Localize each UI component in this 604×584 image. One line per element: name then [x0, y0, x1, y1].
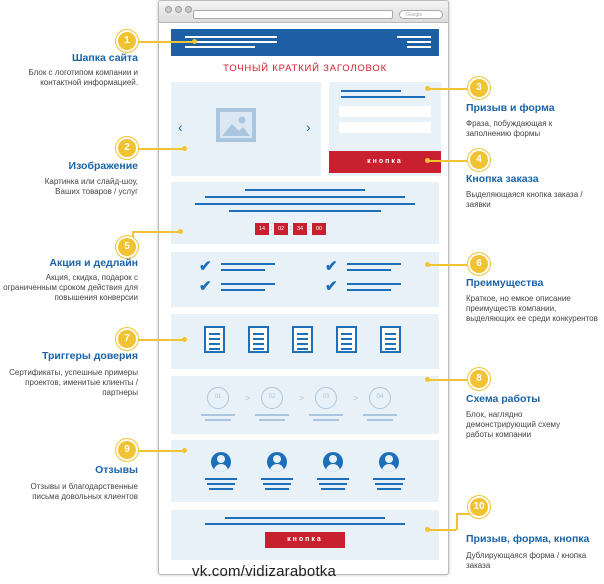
callout-badge: 6: [470, 255, 488, 273]
callout-description: Акция, скидка, подарок с ограниченным сроком действия для повышения конверсии: [3, 273, 138, 302]
checkmark-icon: ✔: [325, 258, 338, 275]
certificate-icon: [204, 326, 225, 353]
order-button[interactable]: кнопка: [329, 151, 441, 173]
callout-badge: 8: [470, 370, 488, 388]
callout-description: Дублирующаяся форма / кнопка заказа: [466, 551, 587, 570]
certificate-icon: [336, 326, 357, 353]
image-placeholder-icon: [216, 108, 256, 142]
step-arrow-icon: >: [353, 393, 359, 403]
timer-cell: 34: [293, 223, 307, 235]
callout-title: Преимущества: [466, 277, 544, 289]
timer-separator: :: [308, 226, 311, 232]
callout-description: Фраза, побуждающая к заполнению формы: [466, 119, 553, 138]
callout-description: Отзывы и благодарственные письма довольных клиентов: [30, 482, 138, 501]
callout-badge: 1: [118, 32, 136, 50]
bottom-cta-block: [171, 510, 439, 560]
step-arrow-icon: >: [299, 393, 305, 403]
callout-badge: 7: [118, 330, 136, 348]
callout-badge: 5: [118, 238, 136, 256]
callout-title: Триггеры доверия: [42, 350, 138, 362]
callout-title: Акция и дедлайн: [49, 257, 138, 269]
client-avatar-icon: [211, 452, 231, 472]
browser-window: [158, 0, 449, 575]
callout-badge: 2: [118, 139, 136, 157]
work-scheme-block: [171, 376, 439, 434]
callout-badge: 9: [118, 441, 136, 459]
callout-description: Блок, наглядно демонстрирующий схему работы компании: [466, 410, 561, 439]
step-circle: 04: [369, 387, 391, 409]
callout-title: Шапка сайта: [72, 52, 138, 64]
callout-title: Кнопка заказа: [466, 173, 539, 185]
callout-description: Выделяющаяся кнопка заказа / заявки: [466, 190, 583, 209]
callout-title: Призыв, форма, кнопка: [466, 533, 590, 545]
checkmark-icon: ✔: [199, 278, 212, 295]
form-field-2[interactable]: [339, 122, 431, 133]
timer-separator: :: [289, 226, 292, 232]
callout-title: Призыв и форма: [466, 102, 555, 114]
callout-description: Блок с логотипом компании и контактной информацией.: [28, 68, 138, 87]
client-avatar-icon: [267, 452, 287, 472]
callout-description: Краткое, но емкое описание преимуществ компании, выделяющих ее среди конкурентов: [466, 294, 598, 323]
image-slider-block: [171, 82, 321, 176]
client-avatar-icon: [379, 452, 399, 472]
cta-form-block: [329, 82, 441, 176]
landing-page-wireframe: [169, 23, 441, 575]
certificate-icon: [380, 326, 401, 353]
window-controls[interactable]: [165, 6, 192, 13]
callout-title: Отзывы: [95, 464, 138, 476]
callout-description: Картинка или слайд-шоу, Ваших товаров / услуг: [44, 177, 138, 196]
callout-badge: 3: [470, 79, 488, 97]
reviews-block: [171, 440, 439, 502]
next-arrow-icon[interactable]: ›: [306, 119, 311, 135]
timer-cell: 00: [312, 223, 326, 235]
form-field-1[interactable]: [339, 106, 431, 117]
promo-deadline-block: [171, 182, 439, 244]
bottom-order-button[interactable]: кнопка: [265, 532, 345, 548]
callout-title: Изображение: [68, 160, 138, 172]
countdown-timer: [255, 223, 326, 235]
certificate-icon: [292, 326, 313, 353]
step-circle: 01: [207, 387, 229, 409]
address-bar[interactable]: [193, 10, 393, 19]
client-avatar-icon: [323, 452, 343, 472]
timer-separator: :: [270, 226, 273, 232]
checkmark-icon: ✔: [199, 258, 212, 275]
footer-watermark: vk.com/vidizarabotka: [192, 563, 337, 580]
browser-toolbar: [159, 1, 448, 23]
site-header-block: [171, 29, 439, 56]
advantages-block: [171, 252, 439, 307]
callout-title: Схема работы: [466, 393, 541, 405]
prev-arrow-icon[interactable]: ‹: [178, 119, 183, 135]
certificate-icon: [248, 326, 269, 353]
callout-badge: 4: [470, 151, 488, 169]
search-bar[interactable]: Google: [399, 10, 443, 19]
callout-badge: 10: [470, 498, 488, 516]
checkmark-icon: ✔: [325, 278, 338, 295]
trust-triggers-block: [171, 314, 439, 369]
step-circle: 02: [261, 387, 283, 409]
step-circle: 03: [315, 387, 337, 409]
page-headline: ТОЧНЫЙ КРАТКИЙ ЗАГОЛОВОК: [223, 63, 387, 74]
timer-cell: 14: [255, 223, 269, 235]
step-arrow-icon: >: [245, 393, 251, 403]
timer-cell: 02: [274, 223, 288, 235]
callout-description: Сертификаты, успешные примеры проектов, именитые клиенты / партнеры: [9, 368, 138, 397]
